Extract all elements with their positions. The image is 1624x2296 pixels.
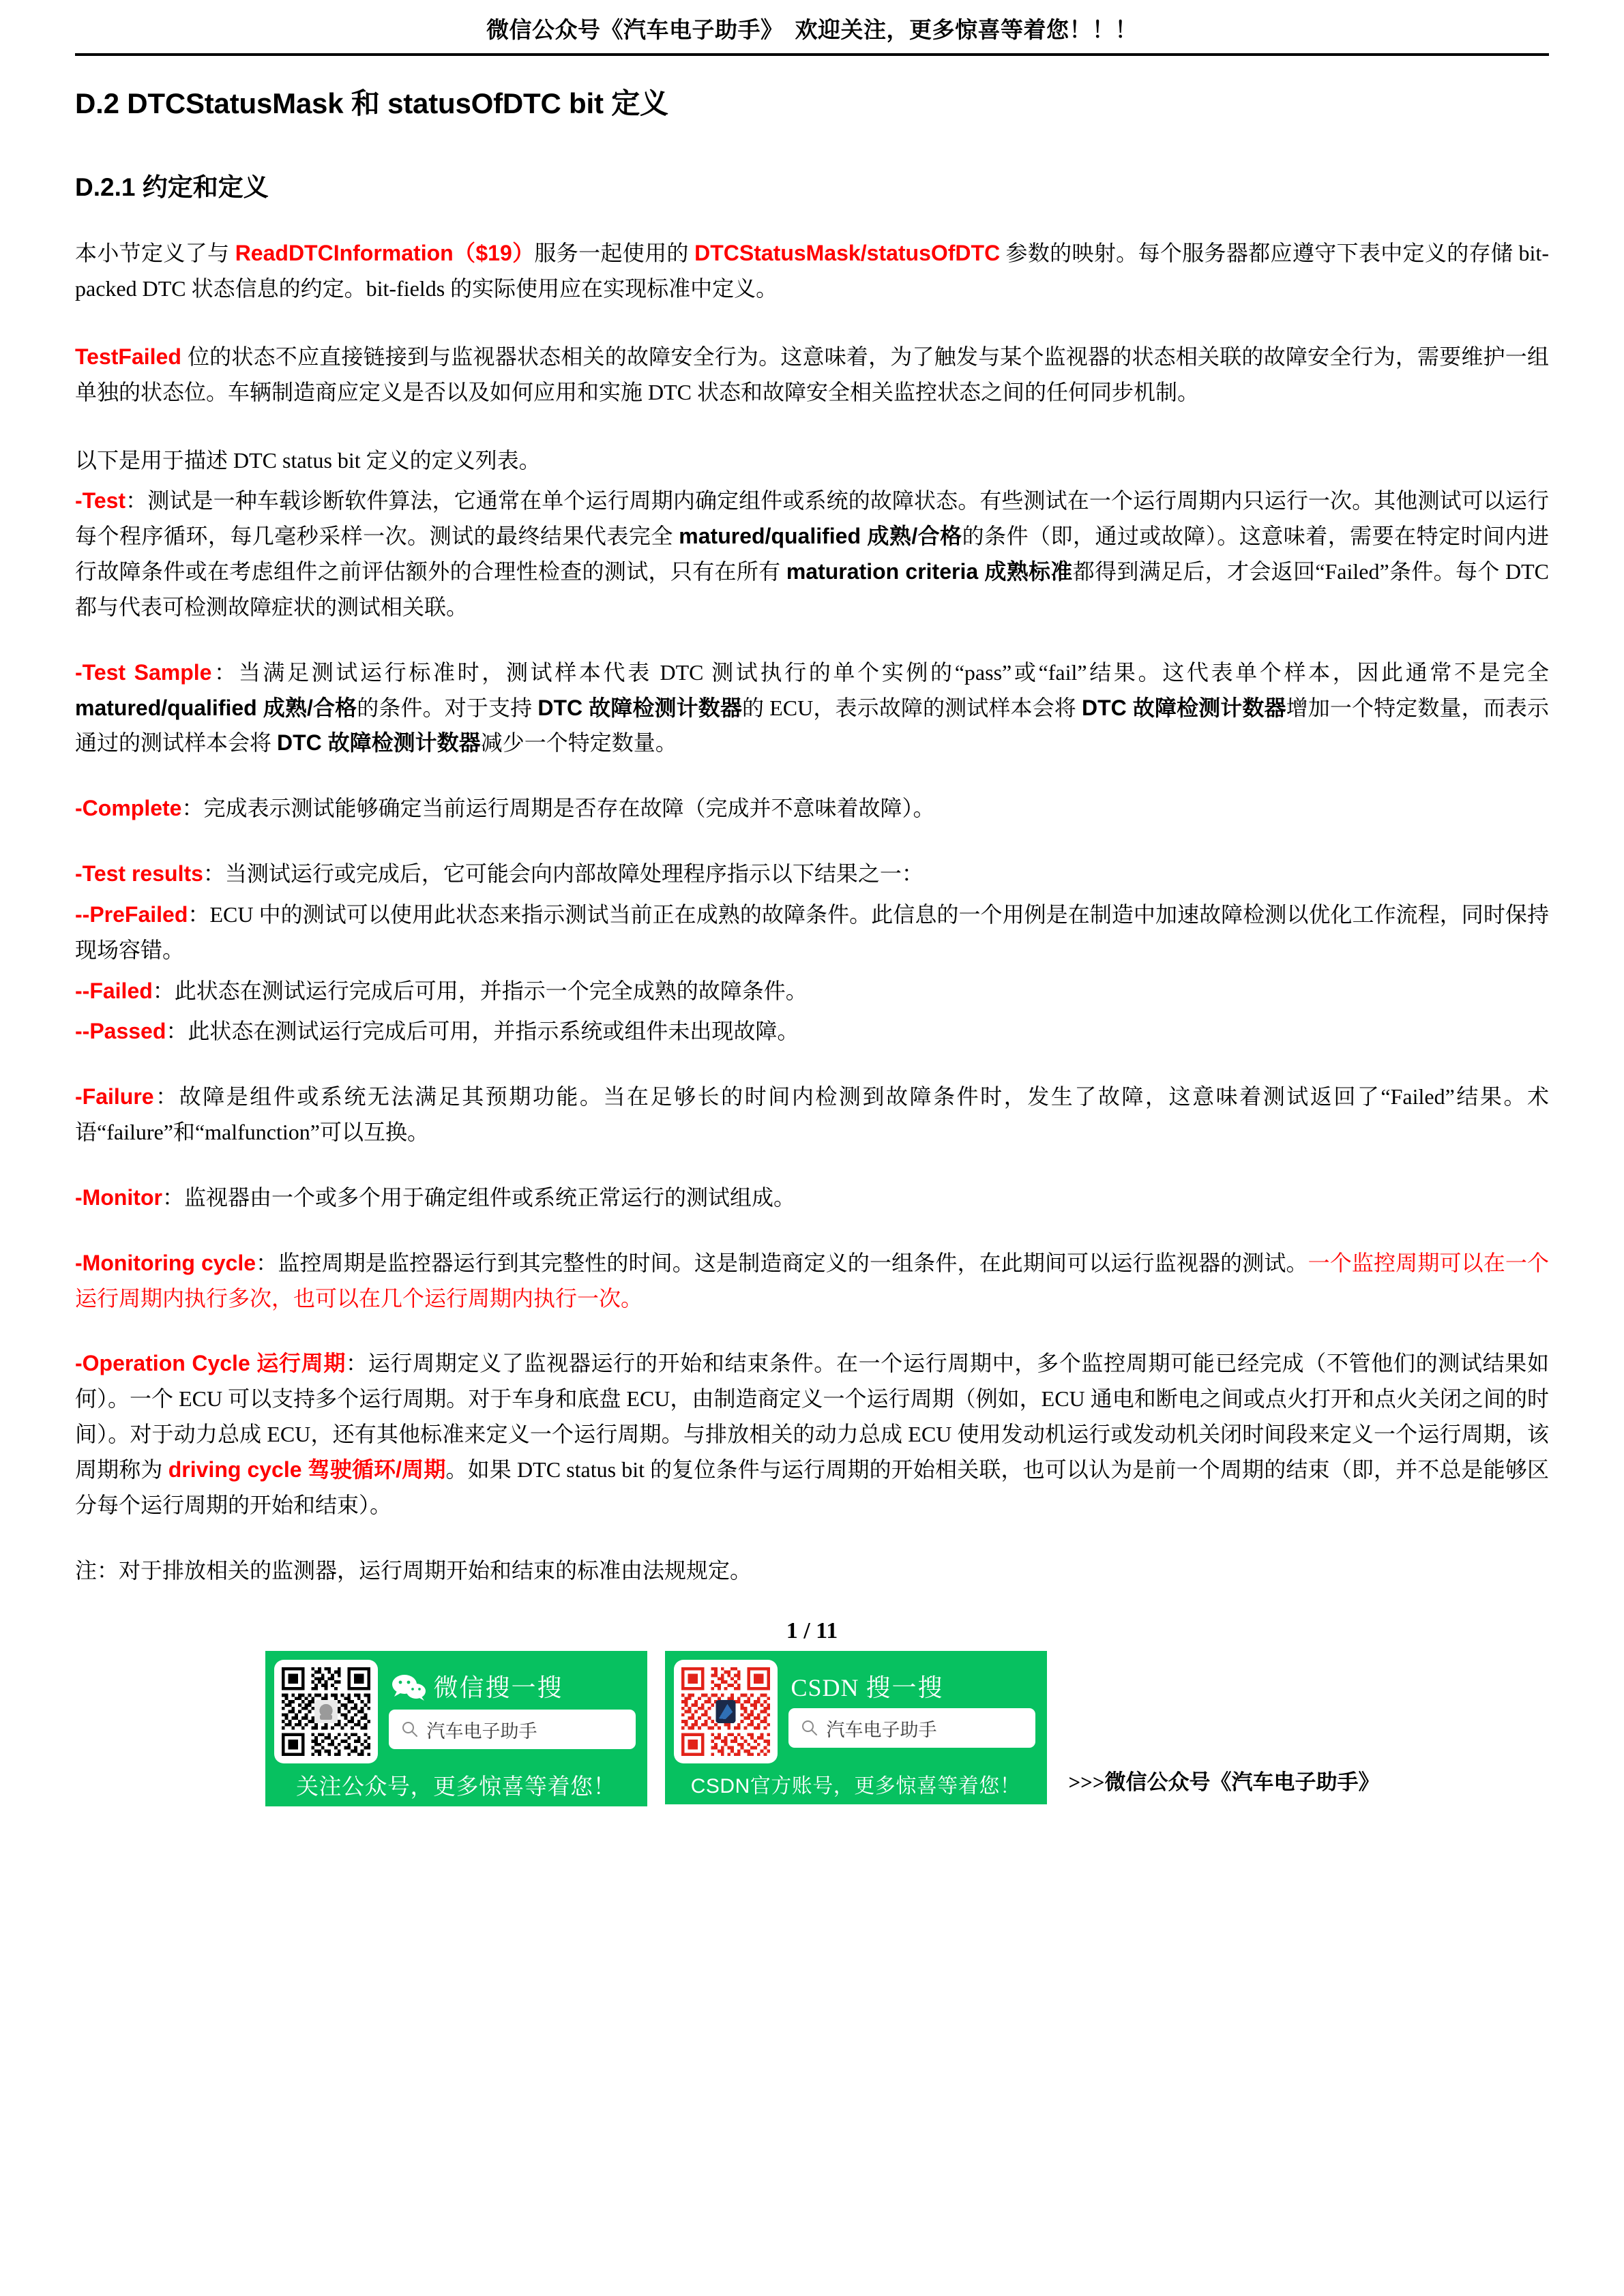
paragraph-list-intro: 以下是用于描述 DTC status bit 定义的定义列表。	[75, 447, 541, 473]
test-sample-text-4: 增加一个特定数量，而表示通过的测试样本会将	[75, 695, 1549, 756]
term-test-results: -Test results	[75, 861, 203, 886]
promo-search-value-wechat: 汽车电子助手	[426, 1720, 537, 1742]
operation-cycle-text-1: ：运行周期定义了监视器运行的开始和结束条件。在一个运行周期中，多个监控周期可能已经完成（不管他们的测试结果如何）。一个 ECU 可以支持多个运行周期。对于车身和底盘 ECU，由制造商定义一个运行周期（例如，ECU 通电和断电之间或点火打开和点火关闭之间的时间）。对于动力总成 ECU，还有其他标准来定义一个运行周期。与排放相关的动力总成 ECU 使用发动机运行或发动机关闭时间段来定义一个运行周期，该周期称为	[75, 1351, 1549, 1482]
paragraph-scope	[75, 236, 1549, 307]
term-monitor: -Monitor	[75, 1184, 162, 1210]
term-prefailed: --PreFailed	[75, 901, 188, 927]
test-text-3: 都得到满足后，才会返回“Failed”条件。每个 DTC 都与代表可检测故障症状的测试相关联。	[75, 559, 1549, 619]
definition-complete	[75, 791, 1549, 826]
p1-text-1: 本小节定义了与	[75, 241, 235, 266]
term-operation-cycle: -Operation Cycle 运行周期	[75, 1351, 346, 1376]
footer-promo-row	[75, 1651, 1549, 1806]
p1-text-3: 参数的映射。每个服务器都应遵守下表中定义的存储 bit-packed DTC 状态信息的约定。bit-fields 的实际使用应在实现标准中定义。	[75, 241, 1549, 301]
definition-monitor	[75, 1180, 1549, 1216]
page-header-banner: 微信公众号《汽车电子助手》 欢迎关注，更多惊喜等着您！！！	[486, 18, 1138, 43]
promo-csdn-right	[788, 1660, 1038, 1763]
page-number: 1 / 11	[786, 1618, 838, 1644]
definition-passed	[75, 1014, 1549, 1049]
failure-text-1: ：故障是组件或系统无法满足其预期功能。当在足够长的时间内检测到故障条件时，发生了故障，这意味着测试返回了“Failed”结果。术语“failure”和“malfunction”可以互换。	[75, 1084, 1549, 1145]
promo-wechat-right	[389, 1660, 638, 1763]
csdn-wordmark: CSDN	[791, 1674, 859, 1702]
paragraph-testfailed	[75, 340, 1549, 411]
term-test-sample: -Test Sample	[75, 659, 212, 685]
promo-search-box-csdn[interactable]	[788, 1708, 1035, 1748]
qr-code-csdn-icon	[678, 1664, 773, 1759]
promo-brand-wechat	[389, 1674, 636, 1701]
prefailed-text-1: ：ECU 中的测试可以使用此状态来指示测试当前正在成熟的故障条件。此信息的一个用例是在制造中加速故障检测以优化工作流程，同时保持现场容错。	[75, 901, 1549, 962]
test-sample-text-1: ：当满足测试运行标准时，测试样本代表 DTC 测试执行的单个实例的“pass”或“fail”结果。这代表单个样本，因此通常不是完全	[211, 659, 1549, 685]
test-bold-matured: matured/qualified 成熟/合格	[679, 524, 962, 549]
passed-text-1: ：此状态在测试运行完成后可用，并指示系统或组件未出现故障。	[166, 1019, 799, 1044]
promo-brand-label-wechat: 微信搜一搜	[433, 1673, 563, 1702]
qr-code-csdn-holder[interactable]	[674, 1660, 778, 1763]
test-sample-bold-4: DTC 故障检测计数器	[277, 730, 481, 756]
test-bold-maturation: maturation criteria 成熟标准	[786, 559, 1073, 584]
promo-brand-csdn	[788, 1675, 1035, 1700]
footer-tagline: >>>微信公众号《汽车电子助手》	[1068, 1770, 1380, 1795]
definition-failed	[75, 974, 1549, 1009]
header-divider	[75, 53, 1549, 56]
test-sample-bold-3: DTC 故障检测计数器	[1081, 695, 1286, 720]
promo-wechat-top	[274, 1660, 638, 1763]
definition-monitoring-cycle	[75, 1246, 1549, 1317]
promo-card-wechat	[265, 1651, 647, 1806]
definition-prefailed	[75, 897, 1549, 968]
promo-csdn-top	[674, 1660, 1038, 1763]
monitoring-cycle-highlight: 一个监控周期可以在一个运行周期内执行多次，也可以在几个运行周期内执行一次。	[75, 1250, 1549, 1311]
qr-code-wechat-holder[interactable]	[274, 1660, 378, 1763]
promo-search-box-wechat[interactable]	[389, 1710, 636, 1749]
test-sample-bold-1: matured/qualified 成熟/合格	[75, 695, 357, 720]
term-complete: -Complete	[75, 796, 182, 821]
search-icon	[801, 1719, 818, 1737]
test-sample-text-2: 的条件。对于支持	[357, 695, 538, 720]
promo-caption-wechat: 关注公众号，更多惊喜等着您！	[296, 1774, 616, 1800]
test-sample-text-3: 的 ECU，表示故障的测试样本会将	[741, 695, 1082, 720]
paragraph-note: 注：对于排放相关的监测器，运行周期开始和结束的标准由法规规定。	[75, 1557, 752, 1583]
definition-test-results	[75, 856, 1549, 892]
p1-text-2: 服务一起使用的	[534, 241, 695, 266]
test-text-2: 的条件（即，通过或故障）。这意味着，需要在特定时间内进行故障条件或在考虑组件之前评估额外的合理性检查的测试，只有在所有	[75, 524, 1549, 584]
term-test: -Test	[75, 488, 126, 513]
definition-operation-cycle	[75, 1346, 1549, 1523]
promo-brand-label-csdn: 搜一搜	[866, 1673, 944, 1702]
term-monitoring-cycle: -Monitoring cycle	[75, 1250, 256, 1275]
promo-caption-csdn: CSDN官方账号，更多惊喜等着您！	[690, 1775, 1021, 1798]
complete-text-1: ：完成表示测试能够确定当前运行周期是否存在故障（完成并不意味着故障）。	[181, 796, 935, 821]
section-heading: D.2 DTCStatusMask 和 statusOfDTC bit 定义	[75, 87, 668, 119]
monitor-text-1: ：监视器由一个或多个用于确定组件或系统正常运行的测试组成。	[162, 1184, 795, 1210]
qr-code-wechat-icon	[278, 1664, 374, 1759]
failed-text-1: ：此状态在测试运行完成后可用，并指示一个完全成熟的故障条件。	[152, 978, 808, 1003]
qr-center-logo-csdn	[715, 1700, 735, 1723]
p1-readdtcinformation: ReadDTCInformation（$19）	[235, 241, 535, 266]
test-results-text-1: ：当测试运行或完成后，它可能会向内部故障处理程序指示以下结果之一：	[203, 861, 924, 886]
search-icon	[401, 1720, 419, 1738]
operation-cycle-text-2: 。如果 DTC status bit 的复位条件与运行周期的开始相关联，也可以认为是前一个周期的结束（即，并不总是能够区分每个运行周期的开始和结束）。	[75, 1457, 1549, 1517]
wechat-icon	[392, 1674, 427, 1701]
qr-center-logo-wechat	[314, 1700, 338, 1723]
test-text-1: ：测试是一种车载诊断软件算法，它通常在单个运行周期内确定组件或系统的故障状态。有些测试在一个运行周期内只运行一次。其他测试可以运行每个程序循环，每几毫秒采样一次。测试的最终结果代表完全	[75, 488, 1549, 549]
term-failure: -Failure	[75, 1084, 154, 1109]
p1-dtcstatusmask: DTCStatusMask/statusOfDTC	[694, 241, 1001, 266]
operation-cycle-driving-cycle: driving cycle 驾驶循环/周期	[168, 1457, 446, 1482]
monitoring-cycle-text-1: ：监控周期是监控器运行到其完整性的时间。这是制造商定义的一组条件，在此期间可以运行监视器的测试。	[256, 1250, 1308, 1275]
term-failed: --Failed	[75, 978, 153, 1003]
p2-testfailed-term: TestFailed	[75, 344, 188, 369]
definition-test-sample	[75, 655, 1549, 761]
definition-failure	[75, 1079, 1549, 1150]
subsection-heading: D.2.1 约定和定义	[75, 173, 269, 202]
promo-search-value-csdn: 汽车电子助手	[826, 1719, 937, 1740]
term-passed: --Passed	[75, 1019, 166, 1044]
p2-text-1: 位的状态不应直接链接到与监视器状态相关的故障安全行为。这意味着，为了触发与某个监视器的状态相关联的故障安全行为，需要维护一组单独的状态位。车辆制造商应定义是否以及如何应用和实施 DTC 状态和故障安全相关监控状态之间的任何同步机制。	[75, 344, 1549, 404]
test-sample-bold-2: DTC 故障检测计数器	[537, 695, 742, 720]
definition-test	[75, 483, 1549, 625]
promo-card-csdn	[665, 1651, 1047, 1804]
test-sample-text-5: 减少一个特定数量。	[480, 730, 677, 756]
